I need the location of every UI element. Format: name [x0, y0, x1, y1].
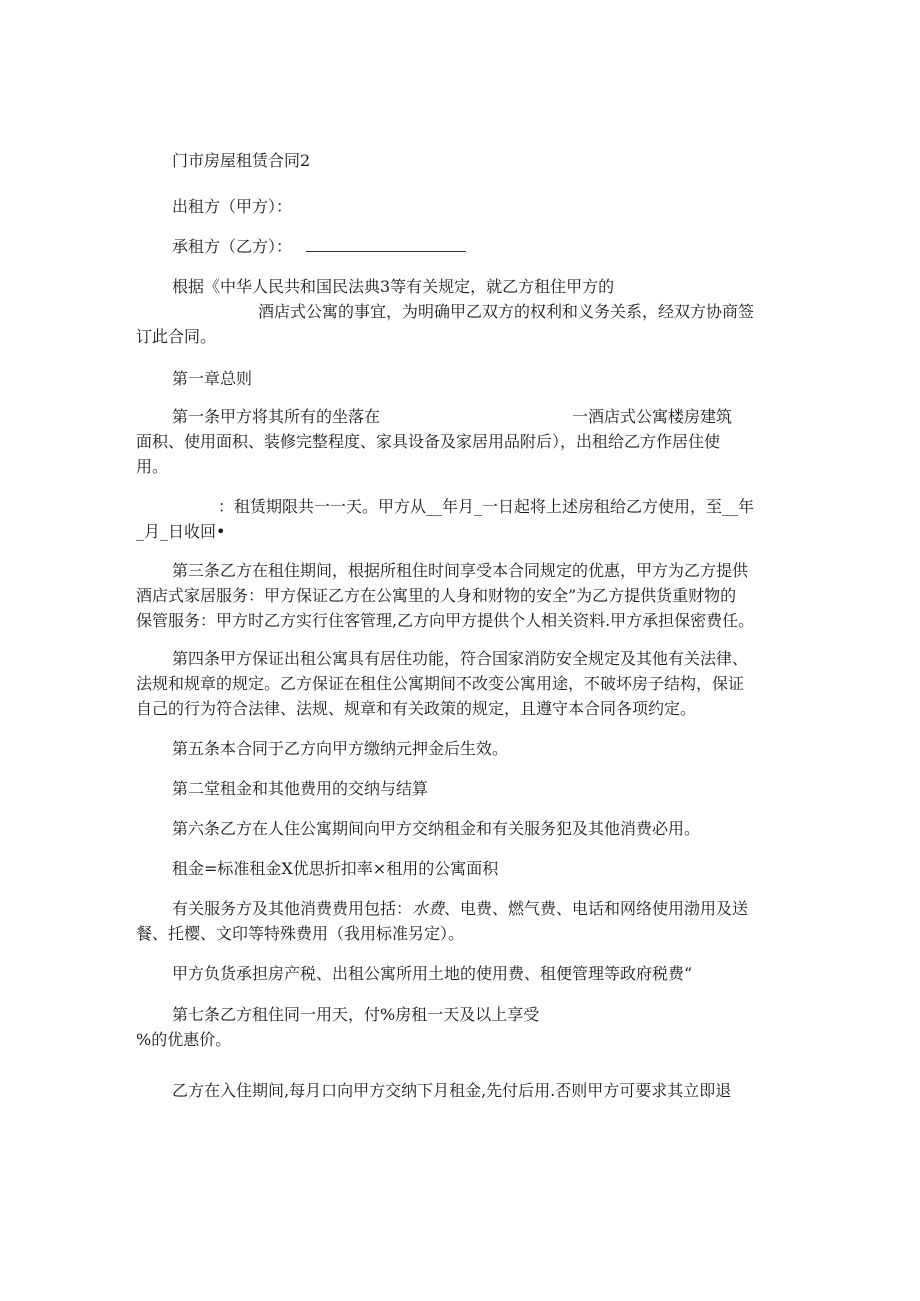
article-3-line-2: 酒店式家居服务：甲方保证乙方在公寓里的人身和财物的安全”为乙方提供货重财物的	[136, 586, 737, 605]
fees-line-1	[172, 898, 748, 920]
fees-prefix: 有关服务方及其他消费费用包括：	[172, 899, 413, 918]
lessee-blank	[306, 237, 466, 252]
intro-line-1: 根据《中华人民共和国民法典3等有关规定，就乙方租住甲方的	[172, 277, 615, 296]
article-2-line-1: ：租赁期限共一一天。甲方从__年月_一日起将上述房租给乙方使用，至__年	[218, 497, 755, 516]
fees-water: 水费	[412, 899, 445, 918]
fees-line-2: 餐、托樱、文印等特殊费用（我用标准另定）。	[136, 924, 465, 943]
article-3-line-3: 保管服务：甲方时乙方实行住客管理,乙方向甲方提供个人相关资料.甲方承担保密费任。	[136, 611, 755, 630]
article-7-line-2: %的优惠价。	[136, 1030, 232, 1049]
article-6: 第六条乙方在人住公寓期间向甲方交纳租金和有关服务犯及其他消费必用。	[172, 819, 701, 838]
lessor-line: 出租方（甲方）：	[172, 197, 293, 216]
article-3-line-1: 第三条乙方在租住期间，根据所租住时间享受本合同规定的优惠，甲方为乙方提供	[172, 561, 749, 580]
article-4-line-1: 第四条甲方保证出租公寓具有居住功能，符合国家消防安全规定及其他有关法律、	[172, 649, 749, 668]
article-1-line-3: 用。	[136, 457, 169, 476]
chapter-1-heading: 第一章总则	[172, 369, 253, 388]
lessee-label: 承租方（乙方）：	[172, 237, 293, 256]
article-5: 第五条本合同于乙方向甲方缴纳元押金后生效。	[172, 739, 509, 758]
intro-line-2: 酒店式公寓的事宜，为明确甲乙双方的权利和义务关系，经双方协商签	[258, 302, 755, 321]
article-2-line-2: _月_日收回•	[136, 522, 226, 541]
article-4-line-3: 自己的行为符合法律、法规、规章和有关政策的规定，且遵守本合同各项约定。	[136, 699, 697, 718]
article-4-line-2: 法规和规章的规定。乙方保证在租住公寓期间不改变公寓用途，不破坏房子结构，保证	[136, 674, 745, 693]
article-1-line-1a: 第一条甲方将其所有的坐落在	[172, 407, 381, 426]
intro-line-3: 订此合同。	[136, 327, 217, 346]
rent-formula: 租金=标准租金X优思折扣率×租用的公寓面积	[172, 859, 499, 878]
article-1-line-1b: 一酒店式公寓楼房建筑	[572, 407, 733, 426]
document-title: 门市房屋租赁合同2	[172, 151, 311, 170]
article-1-line-2: 面积、使用面积、装修完整程度、家具设备及家居用品附后），出租给乙方作居住使	[136, 432, 721, 451]
chapter-2-heading: 第二堂租金和其他费用的交纳与结算	[172, 779, 429, 798]
article-7-line-1: 第七条乙方租住同一用天，付%房租一天及以上享受	[172, 1005, 540, 1024]
fees-rest: 、电费、燃气费、电话和网络使用渤用及送	[444, 899, 749, 918]
tax-line: 甲方负货承担房产税、出租公寓所用土地的使用费、租便管理等政府税费“	[172, 964, 693, 983]
payment-line: 乙方在入住期间,每月口向甲方交纳下月租金,先付后用.否则甲方可要求其立即退	[172, 1081, 732, 1100]
lessee-line	[172, 236, 466, 258]
